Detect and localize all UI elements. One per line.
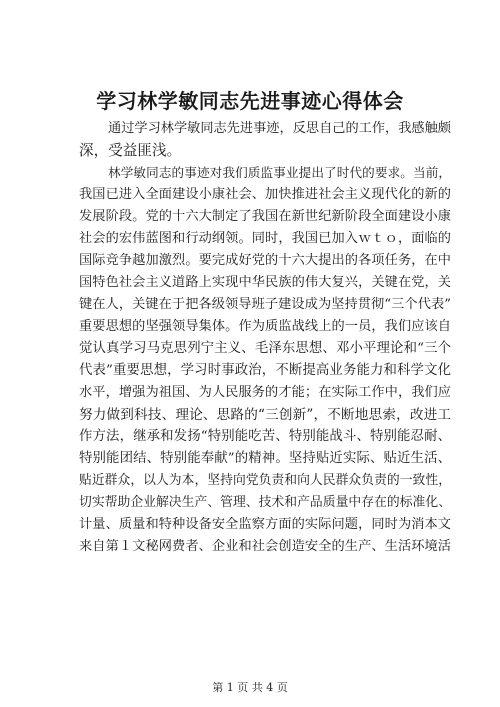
paragraph-line: 努力做到科技、理论、思路的“三创新”，不断地思索，改进工 [79, 407, 451, 423]
paragraph-line: 特别能团结、特别能奉献”的精神。坚持贴近实际、贴近生活、 [79, 451, 451, 466]
paragraph-line: 水平，增强为祖国、为人民服务的才能；在实际工作中，我们应 [79, 385, 451, 400]
paragraph-line: 林学敏同志的事迹对我们质监事业提出了时代的要求。当前， [108, 165, 451, 180]
paragraph-line: 国特色社会主义道路上实现中华民族的伟大复兴，关键在党，关 [79, 275, 451, 290]
page-number-footer: 第 1 页 共 4 页 [212, 681, 288, 694]
paragraph-line: 重要思想的坚强领导集体。作为质监战线上的一员，我们应该自 [79, 319, 451, 334]
paragraph-line: 切实帮助企业解决生产、管理、技术和产品质量中存在的标准化、 [79, 495, 451, 510]
paragraph-line: 贴近群众，以人为本，坚持向党负责和向人民群众负责的一致性， [79, 473, 451, 488]
document-body [79, 118, 451, 558]
paragraph-2 [79, 162, 451, 558]
paragraph-line: 深，受益匪浅。 [79, 142, 182, 159]
paragraph-line: 觉认真学习马克思列宁主义、毛泽东思想、邓小平理论和“三个 [79, 341, 451, 356]
paragraph-line: 键在人，关键在于把各级领导班子建设成为坚持贯彻“三个代表” [79, 297, 451, 312]
paragraph-line: 计量、质量和特种设备安全监察方面的实际问题，同时为消本文 [79, 517, 451, 532]
paragraph-line: 我国已进入全面建设小康社会、加快推进社会主义现代化的新的 [79, 187, 451, 202]
paragraph-line: 通过学习林学敏同志先进事迹，反思自己的工作，我感触颇 [108, 121, 451, 136]
paragraph-line: 发展阶段。党的十六大制定了我国在新世纪新阶段全面建设小康 [79, 209, 451, 224]
paragraph-line: 代表”重要思想，学习时事政治，不断提高业务能力和科学文化 [79, 363, 451, 378]
paragraph-line: 作方法，继承和发扬“特别能吃苦、特别能战斗、特别能忍耐、 [79, 429, 451, 444]
document-title: 学习林学敏同志先进事迹心得体会 [96, 89, 404, 113]
paragraph-1 [79, 118, 451, 162]
paragraph-line: 社会的宏伟蓝图和行动纲领。同时，我国已加入ｗｔｏ，面临的 [79, 231, 451, 246]
paragraph-line: 国际竞争越加激烈。要完成好党的十六大提出的各项任务，在中 [79, 253, 451, 268]
paragraph-line: 来自第１文秘网费者、企业和社会创造安全的生产、生活环境活 [79, 539, 451, 554]
